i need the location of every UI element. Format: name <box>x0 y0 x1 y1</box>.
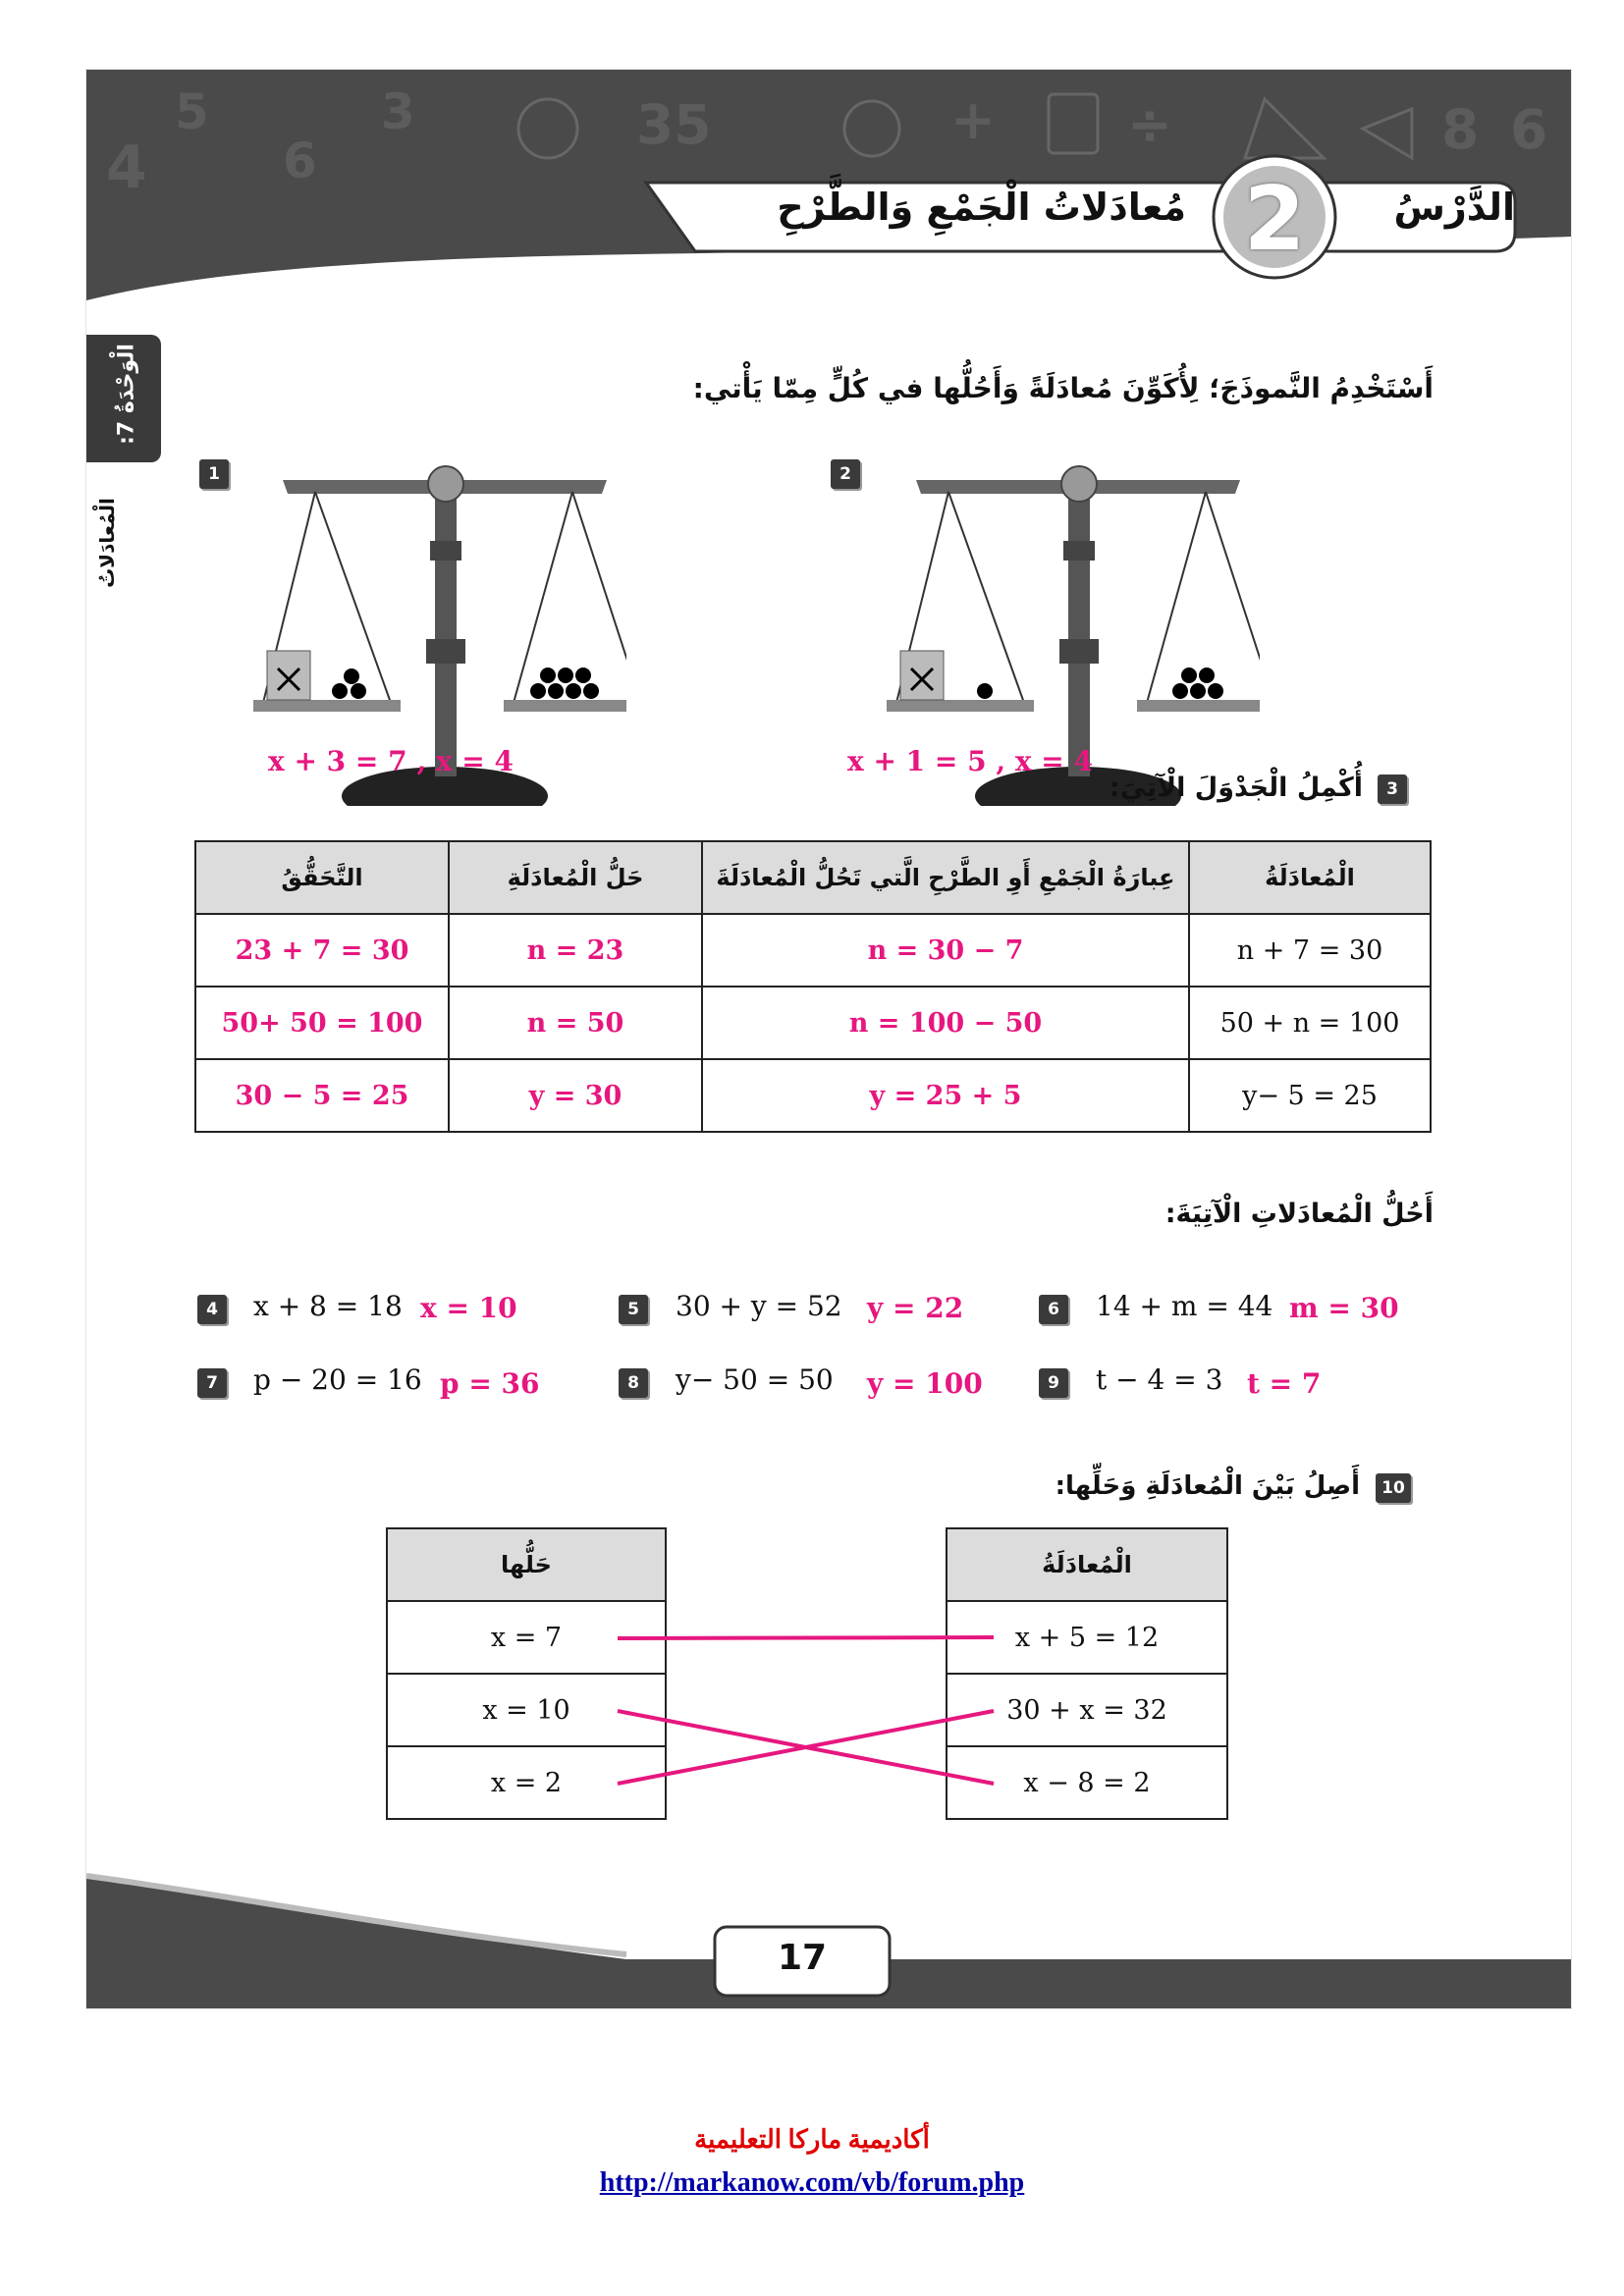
svg-text:5: 5 <box>175 83 209 140</box>
q3-instruction: أُكْمِلُ الْجَدْوَلَ الْآتِيَ: <box>1109 773 1363 803</box>
exercise-7-answer: p = 36 <box>440 1367 540 1400</box>
exercise-6-answer: m = 30 <box>1289 1292 1399 1324</box>
solutions-table <box>386 1527 667 1820</box>
lesson-label: الدَّرْسُ <box>1393 186 1515 229</box>
question-badge-2: 2 <box>831 459 860 489</box>
equation-cell: n + 7 = 30 <box>1189 914 1431 987</box>
exercise-8-answer: y = 100 <box>867 1367 983 1400</box>
solution-item: x = 2 <box>387 1746 666 1819</box>
exercise-9-answer: t = 7 <box>1247 1367 1322 1400</box>
expression-cell: n = 30 − 7 <box>702 914 1189 987</box>
header-equation: الْمُعادَلَةُ <box>1189 841 1431 914</box>
equations-header: الْمُعادَلَةُ <box>947 1528 1227 1601</box>
forum-link[interactable]: http://markanow.com/vb/forum.php <box>599 2167 1025 2198</box>
equation-item: x + 5 = 12 <box>947 1601 1227 1674</box>
equations-match-table <box>946 1527 1228 1820</box>
worksheet-page <box>85 69 1572 2009</box>
academy-name: أكاديمية ماركا التعليمية <box>694 2125 930 2154</box>
svg-text:3: 3 <box>381 83 415 140</box>
solution-item: x = 10 <box>387 1674 666 1746</box>
question-badge-3: 3 <box>1378 774 1407 804</box>
intro-instruction: أَسْتَخْدِمُ النَّموذَجَ؛ لِأُكَوِّنَ مُعادَلَةً وَأَحُلُّها في كُلٍّ مِمّا يَأْتي: <box>692 372 1434 404</box>
question-badge-10: 10 <box>1376 1473 1411 1503</box>
solutions-header: حَلُّها <box>387 1528 666 1601</box>
equation-cell: y− 5 = 25 <box>1189 1059 1431 1132</box>
svg-text:35: 35 <box>636 93 712 156</box>
match-line-3 <box>618 1711 994 1784</box>
check-cell: 30 − 5 = 25 <box>195 1059 449 1132</box>
solve-instruction: أَحُلُّ الْمُعادَلاتِ الْآتِيَةَ: <box>1164 1199 1434 1229</box>
table-row <box>195 914 1431 987</box>
lesson-title: مُعادَلاتُ الْجَمْعِ وَالطَّرْحِ <box>777 186 1186 229</box>
solution-cell: n = 50 <box>449 987 702 1059</box>
svg-text:8: 8 <box>1441 98 1480 161</box>
lesson-number: 2 <box>1243 168 1306 271</box>
question-badge-6: 6 <box>1039 1295 1068 1324</box>
solution-cell: n = 23 <box>449 914 702 987</box>
header-expression: عِبارَةُ الْجَمْعِ أَوِ الطَّرْحِ الَّتي تَحُلُّ الْمُعادَلَةَ <box>702 841 1189 914</box>
exercise-5-answer: y = 22 <box>867 1292 964 1324</box>
table-row <box>195 987 1431 1059</box>
question-badge-7: 7 <box>197 1368 227 1398</box>
unit-name: الْمُعادَلاتُ <box>95 498 119 588</box>
question-badge-1: 1 <box>199 459 229 489</box>
question-badge-4: 4 <box>197 1295 227 1324</box>
expression-cell: y = 25 + 5 <box>702 1059 1189 1132</box>
svg-text:+: + <box>950 88 997 151</box>
q10-instruction: أَصِلُ بَيْنَ الْمُعادَلَةِ وَحَلِّها: <box>1055 1471 1360 1501</box>
question-badge-9: 9 <box>1039 1368 1068 1398</box>
exercise-4-equation: x + 8 = 18 <box>253 1290 403 1322</box>
equation-item: x − 8 = 2 <box>947 1746 1227 1819</box>
unit-label: الْوَحْدَةُ 7: <box>114 344 139 445</box>
exercise-9-equation: t − 4 = 3 <box>1096 1363 1223 1396</box>
solution-cell: y = 30 <box>449 1059 702 1132</box>
question-badge-5: 5 <box>619 1295 648 1324</box>
svg-text:6: 6 <box>283 133 317 189</box>
footer-band <box>86 1837 1571 2008</box>
check-cell: 50+ 50 = 100 <box>195 987 449 1059</box>
header-check: التَّحَقُّقُ <box>195 841 449 914</box>
svg-text:4: 4 <box>106 133 147 202</box>
scale-2-answer: x + 1 = 5 , x = 4 <box>847 745 1093 777</box>
match-line-2 <box>618 1711 994 1784</box>
table-row <box>195 1059 1431 1132</box>
solution-item: x = 7 <box>387 1601 666 1674</box>
match-line-1 <box>618 1637 994 1638</box>
equation-item: 30 + x = 32 <box>947 1674 1227 1746</box>
equations-table <box>194 840 1432 1133</box>
expression-cell: n = 100 − 50 <box>702 987 1189 1059</box>
header-solution: حَلُّ الْمُعادَلَةِ <box>449 841 702 914</box>
svg-text:6: 6 <box>1510 98 1548 161</box>
question-badge-8: 8 <box>619 1368 648 1398</box>
svg-text:÷: ÷ <box>1127 93 1173 156</box>
exercise-8-equation: y− 50 = 50 <box>676 1363 834 1396</box>
exercise-4-answer: x = 10 <box>420 1292 517 1324</box>
scale-1-answer: x + 3 = 7 , x = 4 <box>268 745 514 777</box>
check-cell: 23 + 7 = 30 <box>195 914 449 987</box>
exercise-7-equation: p − 20 = 16 <box>253 1363 422 1396</box>
exercise-5-equation: 30 + y = 52 <box>676 1290 842 1322</box>
page-number: 17 <box>777 1938 828 1978</box>
equation-cell: 50 + n = 100 <box>1189 987 1431 1059</box>
exercise-6-equation: 14 + m = 44 <box>1096 1290 1273 1322</box>
